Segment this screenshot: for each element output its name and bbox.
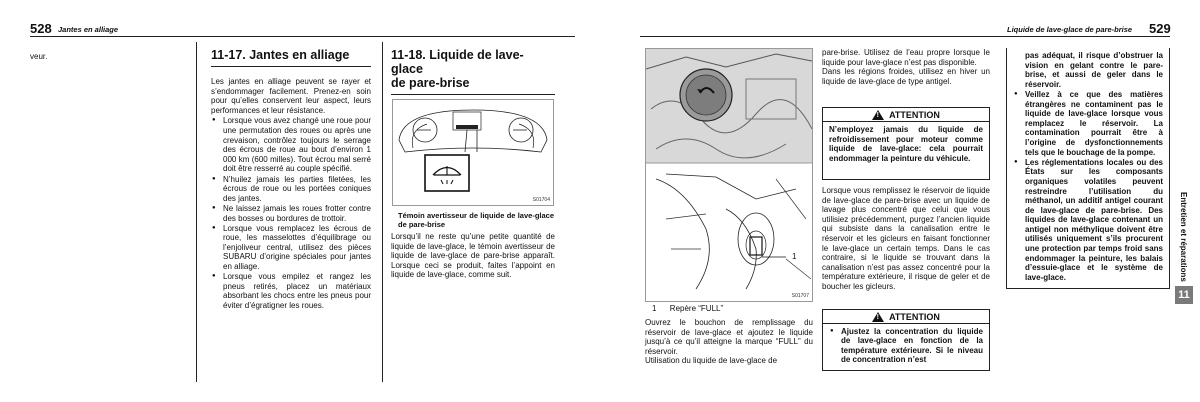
column-divider <box>382 42 383 382</box>
right-col1-text: Ouvrez le bouchon de remplissage du réservoir de lave-glace et ajoutez le liquide jusqu’à ce qu’il atteigne la marque “FULL” du réservoir. Utilisation du liquide de lave-glace de <box>645 318 813 366</box>
section-title-line2: de pare-brise <box>391 76 470 90</box>
attention-text: N’employez jamais du liquide de refroidissement pour moteur comme liquide de lave-glace: cela pourrait endommager la peinture du véhicule. <box>829 125 983 163</box>
attention-label: ATTENTION <box>889 311 940 322</box>
chapter-side-label: Entretien et réparations <box>1179 192 1188 282</box>
left-running-title: Jantes en alliage <box>58 25 119 34</box>
attention-header <box>823 108 989 122</box>
warning-icon: ! <box>872 312 884 322</box>
list-item: ● Ne laissez jamais les roues frotter contre des bosses ou bordures de trottoir. <box>211 204 371 223</box>
attention-box <box>822 309 990 371</box>
engine-bay-illustration <box>646 49 812 301</box>
list-item: ● N’huilez jamais les parties filetées, les écrous de roue ou les portées coniques des jantes. <box>211 175 371 204</box>
left-header-rule <box>30 36 575 37</box>
right-header-rule <box>640 36 1170 37</box>
warning-icon: ! <box>872 110 884 120</box>
right-running-title: Liquide de lave-glace de pare-brise <box>1007 25 1133 34</box>
callout-number: 1 <box>792 252 797 261</box>
list-item: ● Ajustez la concentration du liquide de lave-glace en fonction de la température extérieure. Si le niveau de concentration n’est <box>829 327 983 365</box>
section-intro: Les jantes en alliage peuvent se rayer et s’endommager facilement. Prenez-en soin pour qu’elles conservent leur aspect, leurs performances et leur résistance. <box>211 77 371 115</box>
section-title-line1: 11-18. Liquide de lave-glace <box>391 48 524 76</box>
figure-caption: Témoin avertisseur de liquide de lave-glace de pare-brise <box>398 211 554 229</box>
chapter-tab: 11 <box>1175 286 1193 304</box>
right-col2-top: pare-brise. Utilisez de l’eau propre lorsque le liquide pour lave-glace n’est pas disponible. Dans les régions froides, utilisez en hiver un liquide de lave-glace de type antigel. <box>822 48 990 86</box>
attention-continued-text: pas adéquat, il risque d’obstruer la vision en gelant contre le pare-brise, et aussi de geler dans le réservoir. <box>1025 51 1163 89</box>
section-text: Lorsqu’il ne reste qu’une petite quantité de liquide de lave-glace, le témoin avertisseur de liquide de lave-glace de pare-brise apparaît. Lorsque ceci se produit, faites l’appoint en liquide de lave-glace, comme suit. <box>391 232 555 280</box>
bullet-list <box>211 116 371 310</box>
attention-label: ATTENTION <box>889 109 940 120</box>
warning-light-figure <box>392 99 554 206</box>
title-rule <box>391 94 555 95</box>
section-title: 11-17. Jantes en alliage <box>211 48 350 62</box>
title-rule <box>211 66 371 67</box>
list-item: ● Lorsque vous avez changé une roue pour une permutation des roues ou après une crevaison, contrôlez toujours le serrage des écrous de roue au bout d’environ 1 000 km (600 milles). Tout écrou mal serré doit être resserré au couple spécifié. <box>211 116 371 174</box>
column-divider <box>196 42 197 382</box>
figure-legend: 1 Repère “FULL” <box>652 304 724 313</box>
instrument-cluster-illustration <box>393 100 553 205</box>
list-item: ● Lorsque vous empilez et rangez les pneus retirés, placez un matériaux absorbant les chocs entre les pneus pour éviter d’égratigner les roues. <box>211 272 371 310</box>
attention-bullet-list <box>1013 90 1163 282</box>
attention-continuation-box <box>1006 48 1170 289</box>
right-col2-mid: Lorsque vous remplissez le réservoir de liquide de lave-glace de pare-brise avec un liquide de lavage plus concentré que celui que vous utilisiez précédemment, purgez l’ancien liquide qui subsiste dans la canalisation entre le réservoir et les gicleurs en faisant fonctionner le lave-glace un certain temps. Dans le cas contraire, si le liquide se trouvant dans la canalisation n’est pas assez concentré pour la température extérieure, il risque de geler et de boucher les gicleurs. <box>822 186 990 291</box>
attention-header <box>823 310 989 324</box>
figure-id: S01704 <box>532 197 550 203</box>
washer-reservoir-figure <box>645 48 813 302</box>
attention-box <box>822 107 990 180</box>
left-page-number: 528 <box>30 21 52 36</box>
list-item: ● Les réglementations locales ou des États sur les composants organiques volatiles peuvent restreindre l’utilisation du méthanol, un additif antigel courant de lave-glace de pare-brise. Des liquides de lave-glace contenant un antigel non méthylique doivent être utilisés uniquement s’ils procurent une protection par temps froid sans endommager la peinture, les balais d’essuie-glace et le système de lave-glace. <box>1013 158 1163 283</box>
section-11-18 <box>391 48 555 95</box>
left-col1-text: veur. <box>30 52 48 61</box>
right-page-number: 529 <box>1149 21 1171 36</box>
section-11-17 <box>211 48 371 311</box>
list-item: ● Lorsque vous remplacez les écrous de roue, les masselottes d’équilibrage ou l’enjoliveur central, utilisez des pièces SUBARU d’origine spéciales pour jantes en alliage. <box>211 224 371 272</box>
attention-bullet-list <box>823 324 989 367</box>
figure-id: S01707 <box>791 293 809 299</box>
list-item: ● Veillez à ce que des matières étrangères ne contaminent pas le liquide de lave-glace lorsque vous remplacez le réservoir. La contamination pourrait être à l’origine de dysfonctionnements tels que le bouchage de la pompe. <box>1013 90 1163 157</box>
